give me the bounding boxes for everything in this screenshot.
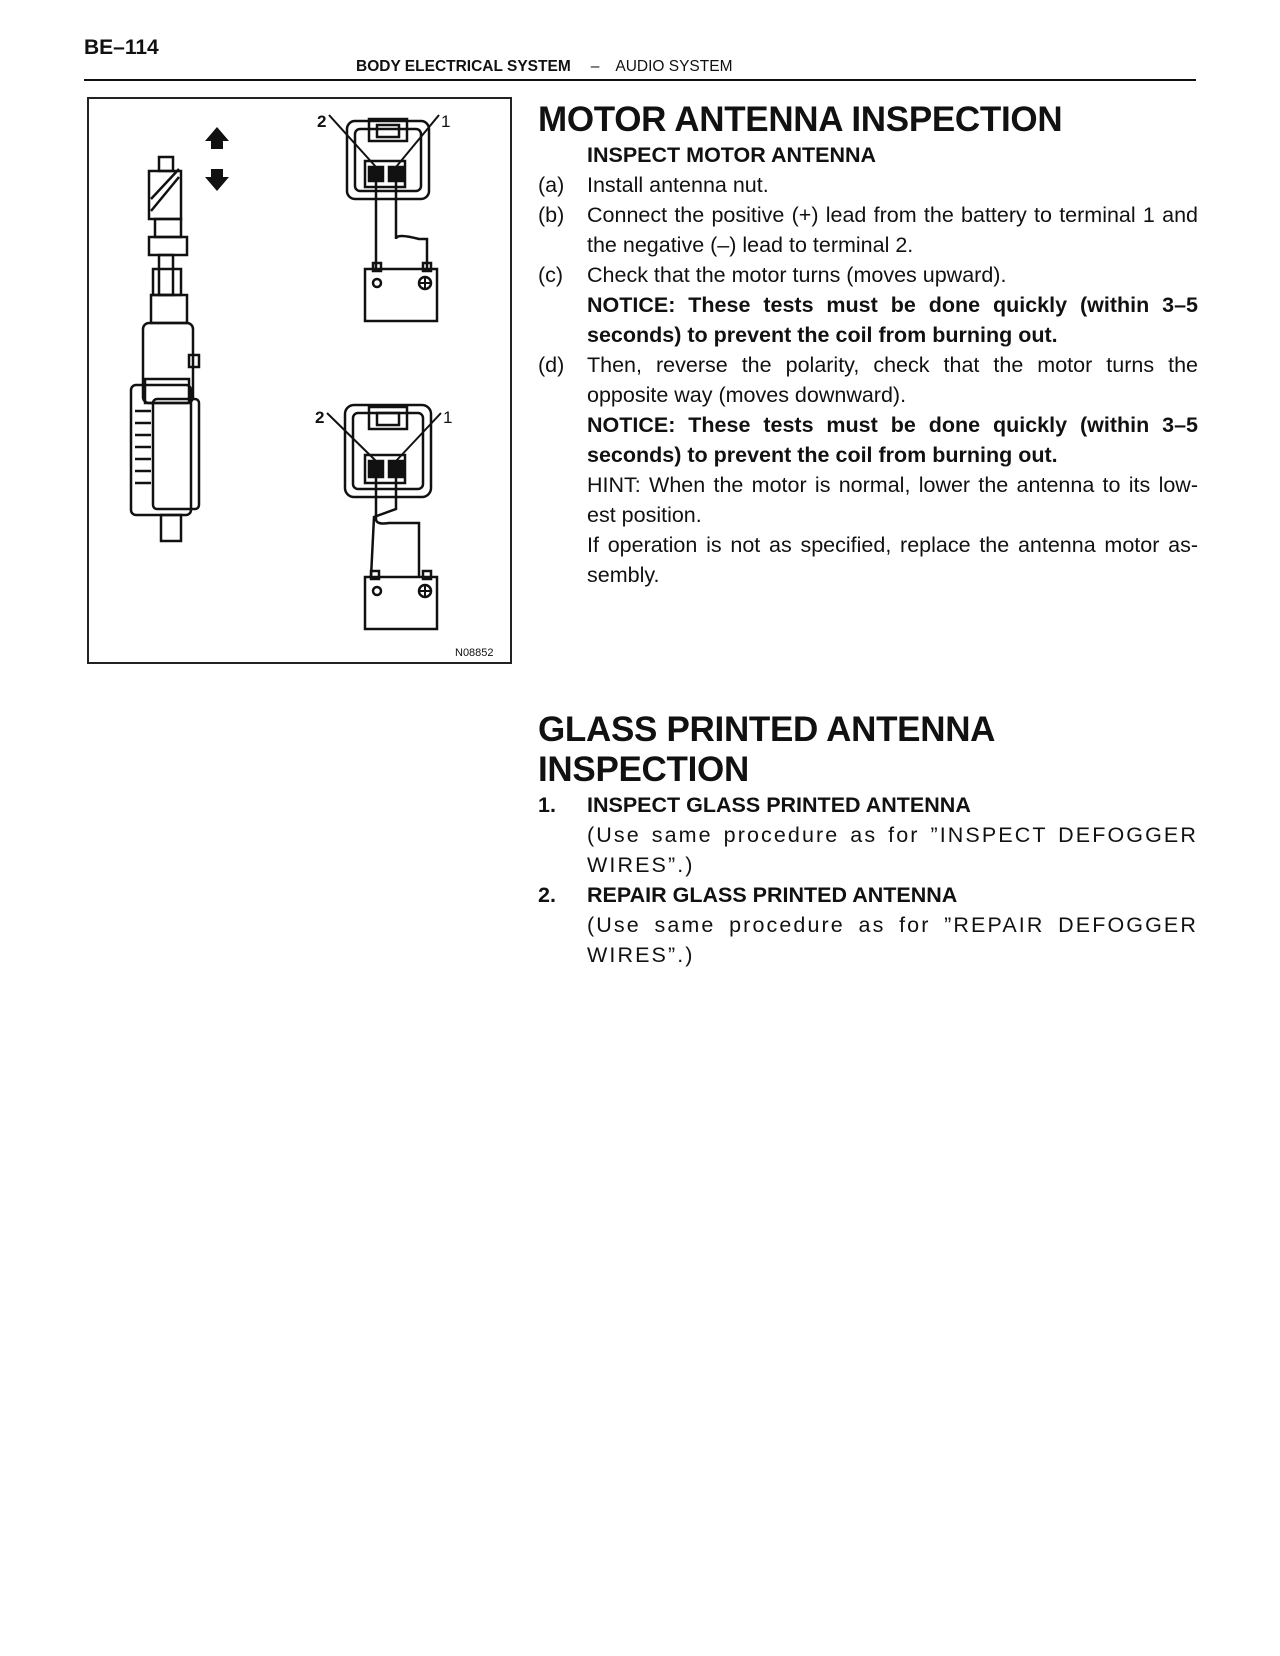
glass-antenna-section [538,710,1198,970]
glass-item-1-heading [538,790,1198,820]
top-terminal-1-label: 1 [441,112,451,131]
glass-item-1-text: (Use same procedure as for ”INSPECT DEFOGGER WIRES”.) [587,823,1198,877]
step-text: Install antenna nut. [587,173,769,197]
header-rule [84,79,1196,81]
page-number: BE–114 [84,36,159,59]
glass-item-2-heading [538,880,1198,910]
item-number: 2. [538,883,556,907]
glass-item-2-text: (Use same procedure as for ”REPAIR DEFOGGER WIRES”.) [587,913,1198,967]
step-label: (c) [538,263,564,287]
notice-2: NOTICE: These tests must be done quickly (within 3–5 seconds) to prevent the coil from burning out. [587,413,1198,467]
step-text: Check that the motor turns (moves upward). [587,263,1007,287]
step-label: (a) [538,173,565,197]
step-a [538,170,1198,200]
hint-text: HINT: When the motor is normal, lower the antenna to its low-est position. [587,473,1198,527]
glass-antenna-title-line2: INSPECTION [538,750,749,789]
step-label: (d) [538,353,565,377]
motor-antenna-figure [87,97,512,664]
header-separator: – [590,58,600,75]
running-header [356,58,733,76]
bottom-connector-drawing [327,405,441,629]
step-c [538,260,1198,290]
step-b [538,200,1198,260]
glass-antenna-title-line1: GLASS PRINTED ANTENNA [538,710,996,749]
closing-text: If operation is not as specified, replace the antenna motor as-sembly. [587,533,1198,587]
antenna-motor-drawing [131,157,199,541]
figure-code: N08852 [455,647,494,659]
step-text: Connect the positive (+) lead from the battery to terminal 1 and the negative (–) lead to terminal 2. [587,203,1198,257]
bottom-terminal-2-label: 2 [315,408,325,427]
motor-antenna-title: MOTOR ANTENNA INSPECTION [538,100,1063,139]
step-d [538,350,1198,410]
notice-1: NOTICE: These tests must be done quickly (within 3–5 seconds) to prevent the coil from burning out. [587,293,1198,347]
arrow-down-icon [205,169,229,191]
subsection-title: AUDIO SYSTEM [615,58,733,75]
item-heading: REPAIR GLASS PRINTED ANTENNA [587,883,958,907]
step-text: Then, reverse the polarity, check that the motor turns the opposite way (moves downward). [587,353,1198,407]
step-label: (b) [538,203,565,227]
bottom-terminal-1-label: 1 [443,408,453,427]
motor-antenna-subheading: INSPECT MOTOR ANTENNA [587,143,877,167]
item-heading: INSPECT GLASS PRINTED ANTENNA [587,793,971,817]
section-title: BODY ELECTRICAL SYSTEM [356,58,571,75]
item-number: 1. [538,793,556,817]
top-terminal-2-label: 2 [317,112,327,131]
arrow-up-icon [205,127,229,149]
motor-antenna-section [538,100,1198,590]
top-connector-drawing [329,115,439,321]
